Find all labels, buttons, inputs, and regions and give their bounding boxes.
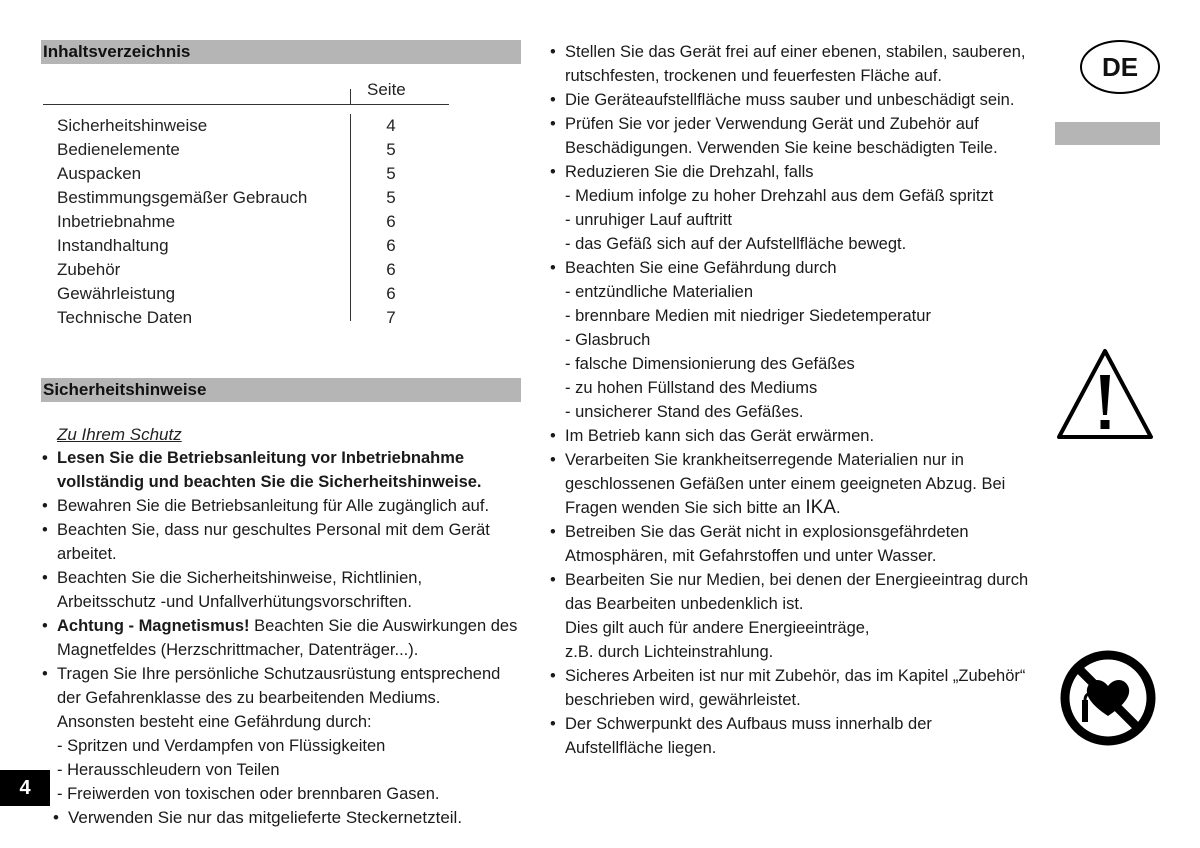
list-item: • Stellen Sie das Gerät frei auf einer ebenen, stabilen, sauberen, rutschfesten, trockenen und feuerfesten Fläche auf. <box>549 40 1029 88</box>
toc-header-rule <box>43 104 449 105</box>
toc-entry-page: 5 <box>386 188 396 207</box>
toc-entry[interactable] <box>41 258 521 282</box>
toc-list <box>41 114 521 330</box>
list-item: • Verwenden Sie nur das mitgelieferte Steckernetzteil. <box>41 806 521 830</box>
list-item: • Beachten Sie die Sicherheitshinweise, Richtlinien, Arbeitsschutz -und Unfallverhütungsvorschriften. <box>41 566 521 614</box>
list-item <box>41 662 521 734</box>
section-tab-marker <box>1055 122 1160 145</box>
toc-entry-page: 7 <box>386 308 396 327</box>
toc-entry[interactable] <box>41 210 521 234</box>
list-item: • Die Geräteaufstellfläche muss sauber und unbeschädigt sein. <box>549 88 1029 112</box>
toc-entry[interactable] <box>41 282 521 306</box>
list-item-text: • Bearbeiten Sie nur Medien, bei denen der Energieeintrag durch das Bearbeiten unbedenklich ist. <box>565 571 1029 613</box>
toc-entry-page: 6 <box>386 260 396 279</box>
list-item: • Sicheres Arbeiten ist nur mit Zubehör, das im Kapitel „Zubehör“ beschrieben wird, gewährleistet. <box>549 664 1029 712</box>
sub-item: - Medium infolge zu hoher Drehzahl aus dem Gefäß spritzt <box>565 187 994 205</box>
sub-item: - zu hohen Füllstand des Mediums <box>565 379 818 397</box>
toc-entry[interactable] <box>41 138 521 162</box>
toc-entry-title: Zubehör <box>57 260 121 279</box>
brand-name: IKA <box>805 497 836 518</box>
warning-triangle-icon <box>1055 347 1155 442</box>
toc-entry-page: 5 <box>386 140 396 159</box>
sub-item: - Spritzen und Verdampfen von Flüssigkeiten <box>57 737 386 755</box>
toc-entry[interactable] <box>41 306 521 330</box>
toc-entry-page: 5 <box>386 164 396 183</box>
toc-entry-title: Technische Daten <box>57 308 193 327</box>
sub-item: - Herausschleudern von Teilen <box>57 761 280 779</box>
right-column <box>549 40 1029 760</box>
list-item-text-end: . <box>835 499 841 517</box>
list-item <box>549 160 1029 256</box>
sub-item: - falsche Dimensionierung des Gefäßes <box>565 355 855 373</box>
language-badge: DE <box>1080 40 1160 94</box>
safety-list-left <box>41 446 521 734</box>
sub-item: - brennbare Medien mit niedriger Siedetemperatur <box>565 307 931 325</box>
toc-entry-page: 6 <box>386 284 396 303</box>
toc-header-divider <box>350 89 351 104</box>
list-item: • Beachten Sie, dass nur geschultes Personal mit dem Gerät arbeitet. <box>41 518 521 566</box>
toc-entry-title: Instandhaltung <box>57 236 169 255</box>
toc-entry-page: 4 <box>386 116 396 135</box>
left-column <box>41 40 521 830</box>
toc-entry[interactable] <box>41 162 521 186</box>
sub-item: - Glasbruch <box>565 331 651 349</box>
toc-entry-title: Inbetriebnahme <box>57 212 176 231</box>
list-item <box>549 256 1029 424</box>
toc-entry-title: Sicherheitshinweise <box>57 116 208 135</box>
magnetism-warning-label: Achtung - Magnetismus! <box>57 617 250 635</box>
toc-entry[interactable] <box>41 234 521 258</box>
toc-entry-page: 6 <box>386 236 396 255</box>
list-item <box>549 568 1029 664</box>
list-item <box>41 614 521 662</box>
list-item-text: Tragen Sie Ihre persönliche Schutzausrüstung entsprechend der Gefahrenklasse des zu bearbeitenden Mediums. Ansonsten besteht eine Gefährdung durch: <box>57 665 501 731</box>
page-number: 4 <box>0 770 50 806</box>
toc-entry[interactable] <box>41 114 521 138</box>
list-item: • Bewahren Sie die Betriebsanleitung für Alle zugänglich auf. <box>41 494 521 518</box>
toc-entry-title: Gewährleistung <box>57 284 176 303</box>
list-item: • Der Schwerpunkt des Aufbaus muss innerhalb der Aufstellfläche liegen. <box>549 712 1029 760</box>
toc-page-column-label: Seite <box>367 80 406 99</box>
toc-entry[interactable] <box>41 186 521 210</box>
sub-item: - das Gefäß sich auf der Aufstellfläche bewegt. <box>565 235 907 253</box>
list-item-text: Verarbeiten Sie krankheitserregende Materialien nur in geschlossenen Gefäßen unter einem geeigneten Abzug. Bei Fragen wenden Sie sich bitte an <box>565 451 1006 517</box>
list-item: • Betreiben Sie das Gerät nicht in explosionsgefährdeten Atmosphären, mit Gefahrstoffen und unter Wasser. <box>549 520 1029 568</box>
safety-heading: Sicherheitshinweise <box>41 378 521 402</box>
list-item: • Prüfen Sie vor jeder Verwendung Gerät und Zubehör auf Beschädigungen. Verwenden Sie keine beschädigten Teile. <box>549 112 1029 160</box>
hazard-sublist <box>41 734 521 806</box>
magnetism-warning-text: Beachten Sie die Auswirkungen des Magnetfeldes (Herzschrittmacher, Datenträger...). <box>57 617 518 659</box>
toc-entry-title: Bedienelemente <box>57 140 180 159</box>
toc-entry-page: 6 <box>386 212 396 231</box>
toc-heading: Inhaltsverzeichnis <box>41 40 521 64</box>
sub-item: - unruhiger Lauf auftritt <box>565 211 732 229</box>
sub-item: z.B. durch Lichteinstrahlung. <box>565 643 774 661</box>
list-item-text: • Beachten Sie eine Gefährdung durch <box>565 259 837 277</box>
toc-entry-title: Bestimmungsgemäßer Gebrauch <box>57 188 308 207</box>
sub-item: - unsicherer Stand des Gefäßes. <box>565 403 804 421</box>
list-item-text: • Reduzieren Sie die Drehzahl, falls <box>565 163 814 181</box>
sub-item: - Freiwerden von toxischen oder brennbaren Gasen. <box>57 785 440 803</box>
no-pacemaker-icon <box>1060 650 1156 746</box>
sub-item: Dies gilt auch für andere Energieeinträge, <box>565 619 870 637</box>
toc-header-row <box>41 64 521 104</box>
toc-entry-title: Auspacken <box>57 164 142 183</box>
list-item: • Im Betrieb kann sich das Gerät erwärmen. <box>549 424 1029 448</box>
list-item <box>549 448 1029 520</box>
safety-list-right <box>549 40 1029 760</box>
list-item: • Lesen Sie die Betriebsanleitung vor Inbetriebnahme vollständig und beachten Sie die Sicherheitshinweise. <box>41 446 521 494</box>
sub-item: - entzündliche Materialien <box>565 283 754 301</box>
safety-subheading: Zu Ihrem Schutz <box>57 425 182 444</box>
